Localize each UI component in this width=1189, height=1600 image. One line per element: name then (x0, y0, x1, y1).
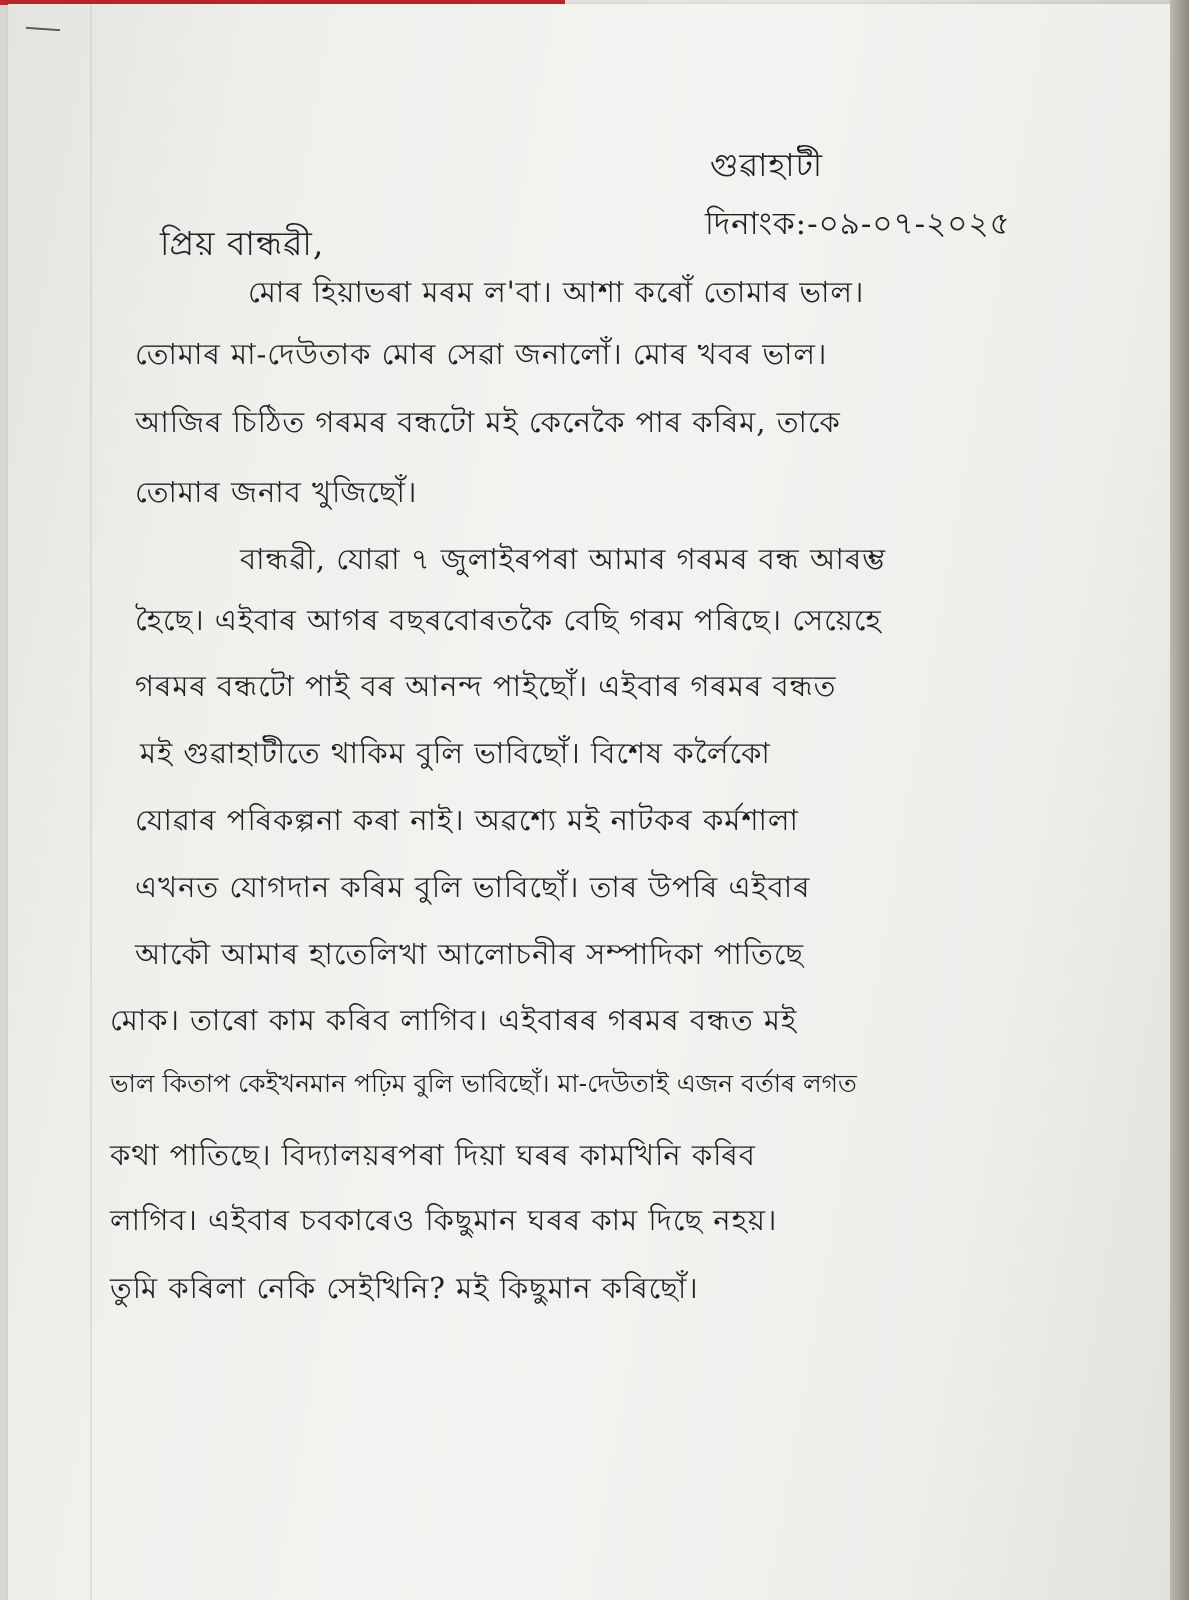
letter-line: বান্ধৱী, যোৱা ৭ জুলাইৰপৰা আমাৰ গৰমৰ বন্ধ আৰম্ভ (240, 542, 887, 576)
letter-line: এখনত যোগদান কৰিম বুলি ভাবিছোঁ। তাৰ উপৰি এইবাৰ (135, 870, 811, 904)
page-edge-shadow (1170, 0, 1189, 1600)
letter-line: আজিৰ চিঠিত গৰমৰ বন্ধটো মই কেনেকৈ পাৰ কৰিম, তাকে (135, 405, 841, 439)
letter-line: হৈছে। এইবাৰ আগৰ বছৰবোৰতকৈ বেছি গৰম পৰিছে। সেয়েহে (135, 603, 882, 637)
letter-line: মই গুৱাহাটীতে থাকিম বুলি ভাবিছোঁ। বিশেষ কৰ্লৈকো (140, 736, 771, 770)
letter-line: তোমাৰ জনাব খুজিছোঁ। (135, 475, 418, 509)
letter-line: মোক। তাৰো কাম কৰিব লাগিব। এইবাৰৰ গৰমৰ বন্ধত মই (110, 1003, 798, 1037)
letter-line: ভাল কিতাপ কেইখনমান পঢ়িম বুলি ভাবিছোঁ। মা-দেউতাই এজন বৰ্তাৰ লগত (110, 1069, 857, 1098)
letter-line: লাগিব। এইবাৰ চবকাৰেও কিছুমান ঘৰৰ কাম দিছে নহয়। (110, 1203, 778, 1237)
letter-line: যোৱাৰ পৰিকল্পনা কৰা নাই। অৱশ্যে মই নাটকৰ কৰ্মশালা (135, 803, 799, 837)
letter-line: তুমি কৰিলা নেকি সেইখিনি? মই কিছুমান কৰিছোঁ। (110, 1271, 699, 1305)
letter-line: তোমাৰ মা-দেউতাক মোৰ সেৱা জনালোঁ। মোৰ খবৰ ভাল। (135, 337, 828, 371)
letter-line: কথা পাতিছে। বিদ্যালয়ৰপৰা দিয়া ঘৰৰ কামখিনি কৰিব (110, 1138, 756, 1172)
letter-line: গৰমৰ বন্ধটো পাই বৰ আনন্দ পাইছোঁ। এইবাৰ গৰমৰ বন্ধত (135, 669, 837, 703)
margin-line (90, 4, 92, 1600)
letter-date: দিনাংক:-০৯-০৭-২০২৫ (705, 206, 1011, 242)
letter-greeting: প্ৰিয় বান্ধৱী, (160, 224, 325, 263)
letter-line: মোৰ হিয়াভৰা মৰম ল'বা। আশা কৰোঁ তোমাৰ ভাল। (248, 275, 865, 309)
pencil-mark (26, 27, 60, 31)
letter-line: আকৌ আমাৰ হাতেলিখা আলোচনীৰ সম্পাদিকা পাতিছে (135, 937, 805, 971)
letter-place: গুৱাহাটী (710, 146, 824, 184)
